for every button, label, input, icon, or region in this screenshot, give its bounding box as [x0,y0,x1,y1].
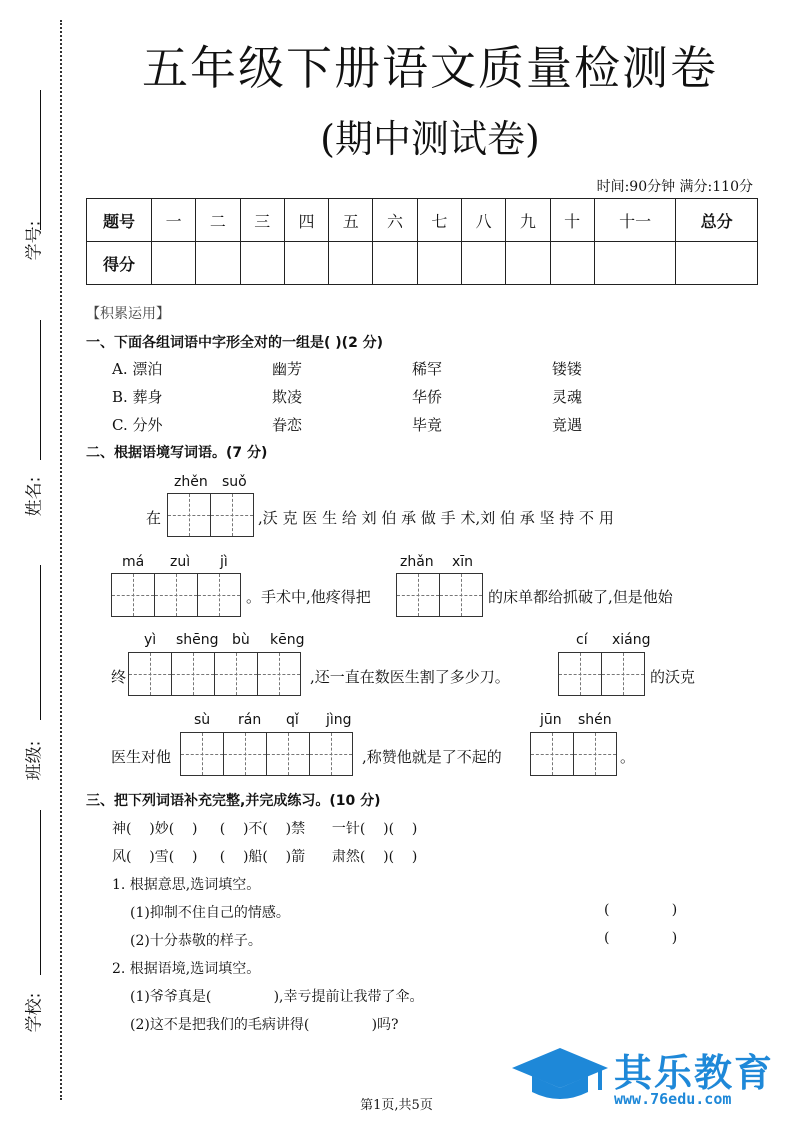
score-cell[interactable] [329,242,373,285]
score-cell[interactable] [676,242,758,285]
page-footer: 第1页,共5页 [360,1098,433,1113]
pinyin: qǐ [286,712,299,728]
writing-cell[interactable] [257,652,301,696]
pinyin: zhǎn [400,554,434,570]
q2-text: 终 [111,668,127,686]
writing-cell[interactable] [111,573,155,617]
q3-sub-question: 1. 根据意思,选词填空。 [112,877,261,893]
table-cell: 七 [417,199,461,242]
name-underline [40,320,41,460]
q3-item: (2)十分恭敬的样子。 [130,933,262,949]
writing-cell[interactable] [214,652,258,696]
q3-item: (2)这不是把我们的毛病讲得( )吗? [130,1017,399,1033]
writing-cell[interactable] [154,573,198,617]
writing-cell[interactable] [171,652,215,696]
q1-word: 幽芳 [272,360,303,378]
table-cell: 六 [373,199,417,242]
q1-word: 稀罕 [412,360,443,378]
page-subtitle: (期中测试卷) [320,117,540,161]
class-label: 班级: [24,740,45,781]
q2-text: 医生对他 [111,748,172,766]
q2-text: 。手术中,他疼得把 [246,588,371,606]
q1-word: 灵魂 [552,388,583,406]
student-id-label: 学号: [24,220,45,261]
q1-option: C. 分外 [112,416,163,434]
table-cell: 八 [461,199,505,242]
score-cell[interactable] [417,242,461,285]
table-cell: 二 [196,199,240,242]
answer-bracket[interactable]: ( ) [604,930,678,946]
q1-word: 欺凌 [272,388,303,406]
pinyin: kēng [270,632,305,648]
pinyin: cí [576,632,588,648]
writing-cell[interactable] [223,732,267,776]
score-cell[interactable] [240,242,284,285]
brand-name: 其乐教育 [614,1051,775,1095]
q2-text: 。 [620,748,636,766]
writing-cell[interactable] [128,652,172,696]
pinyin: xīn [452,554,474,570]
table-cell: 九 [506,199,550,242]
writing-cell[interactable] [197,573,241,617]
writing-cell[interactable] [309,732,353,776]
score-cell[interactable] [550,242,594,285]
pinyin: shēng [176,632,219,648]
writing-grid[interactable] [530,732,616,776]
pinyin: jì [220,554,228,570]
q2-text: 的沃克 [650,668,696,686]
writing-cell[interactable] [396,573,440,617]
q1-option: A. 漂泊 [112,360,163,378]
q1-word: 眷恋 [272,416,303,434]
q1-word: 镂镂 [552,360,583,378]
time-info: 时间:90分钟 满分:110分 [596,179,753,195]
score-table-header-row [87,199,758,242]
writing-cell[interactable] [601,652,645,696]
score-cell[interactable] [461,242,505,285]
writing-grid[interactable] [128,652,300,696]
writing-grid[interactable] [167,493,253,537]
pinyin: zhěn [174,474,208,490]
question-2-title: 二、根据语境写词语。(7 分) [86,445,268,461]
q1-word: 华侨 [412,388,443,406]
writing-cell[interactable] [439,573,483,617]
score-table-score-row [87,242,758,285]
writing-grid[interactable] [396,573,482,617]
q2-text: 的床单都给抓破了,但是他始 [488,588,673,606]
q3-item: (1)抑制不住自己的情感。 [130,905,290,921]
writing-grid[interactable] [111,573,240,617]
pinyin: jìng [326,712,352,728]
school-underline [40,810,41,975]
writing-cell[interactable] [573,732,617,776]
table-cell: 四 [284,199,328,242]
pinyin: bù [232,632,250,648]
pinyin: suǒ [222,474,247,490]
q3-words-line: 神( )妙( ) ( )不( )禁 一针( )( ) [112,821,418,837]
table-cell: 十一 [594,199,676,242]
score-table [86,198,758,285]
question-3-title: 三、把下列词语补充完整,并完成练习。(10 分) [86,793,381,809]
writing-cell[interactable] [180,732,224,776]
pinyin: xiáng [612,632,651,648]
writing-cell[interactable] [558,652,602,696]
q3-item: (1)爷爷真是( ),幸亏提前让我带了伞。 [130,989,424,1005]
score-cell[interactable] [506,242,550,285]
page-title: 五年级下册语文质量检测卷 [142,41,718,95]
class-underline [40,565,41,720]
q1-option: B. 葬身 [112,388,163,406]
score-cell[interactable] [284,242,328,285]
q3-words-line: 风( )雪( ) ( )船( )箭 肃然( )( ) [112,849,418,865]
score-cell[interactable] [196,242,240,285]
writing-cell[interactable] [530,732,574,776]
pinyin: yì [144,632,157,648]
school-label: 学校: [24,992,45,1033]
writing-cell[interactable] [266,732,310,776]
pinyin: shén [578,712,612,728]
writing-grid[interactable] [558,652,644,696]
pinyin: rán [238,712,262,728]
question-1-title: 一、下面各组词语中字形全对的一组是( )(2 分) [86,335,384,351]
table-cell: 总分 [676,199,758,242]
table-cell: 题号 [87,199,152,242]
pinyin: zuì [170,554,191,570]
q1-word: 竟遇 [552,416,583,434]
writing-cell[interactable] [210,493,254,537]
student-name-label: 姓名: [24,476,45,517]
table-cell: 一 [152,199,196,242]
q1-word: 毕竟 [412,416,443,434]
pinyin: jūn [540,712,562,728]
score-cell[interactable] [152,242,196,285]
pinyin: sù [194,712,211,728]
binding-dotted-line [60,20,62,1100]
q2-text: ,称赞他就是了不起的 [362,748,502,766]
brand-url: www.76edu.com [614,1090,732,1108]
score-cell[interactable] [594,242,676,285]
section-tag: 【积累运用】 [86,306,170,322]
pinyin: má [122,554,145,570]
table-cell: 五 [329,199,373,242]
score-cell[interactable] [373,242,417,285]
q3-sub-question: 2. 根据语境,选词填空。 [112,961,261,977]
answer-bracket[interactable]: ( ) [604,902,678,918]
table-cell: 得分 [87,242,152,285]
table-cell: 十 [550,199,594,242]
writing-cell[interactable] [167,493,211,537]
id-underline [40,90,41,230]
q2-text: 在 [146,509,162,527]
q2-text: ,还一直在数医生割了多少刀。 [310,668,510,686]
writing-grid[interactable] [180,732,352,776]
table-cell: 三 [240,199,284,242]
q2-text: ,沃 克 医 生 给 刘 伯 承 做 手 术,刘 伯 承 坚 持 不 用 [258,509,614,527]
